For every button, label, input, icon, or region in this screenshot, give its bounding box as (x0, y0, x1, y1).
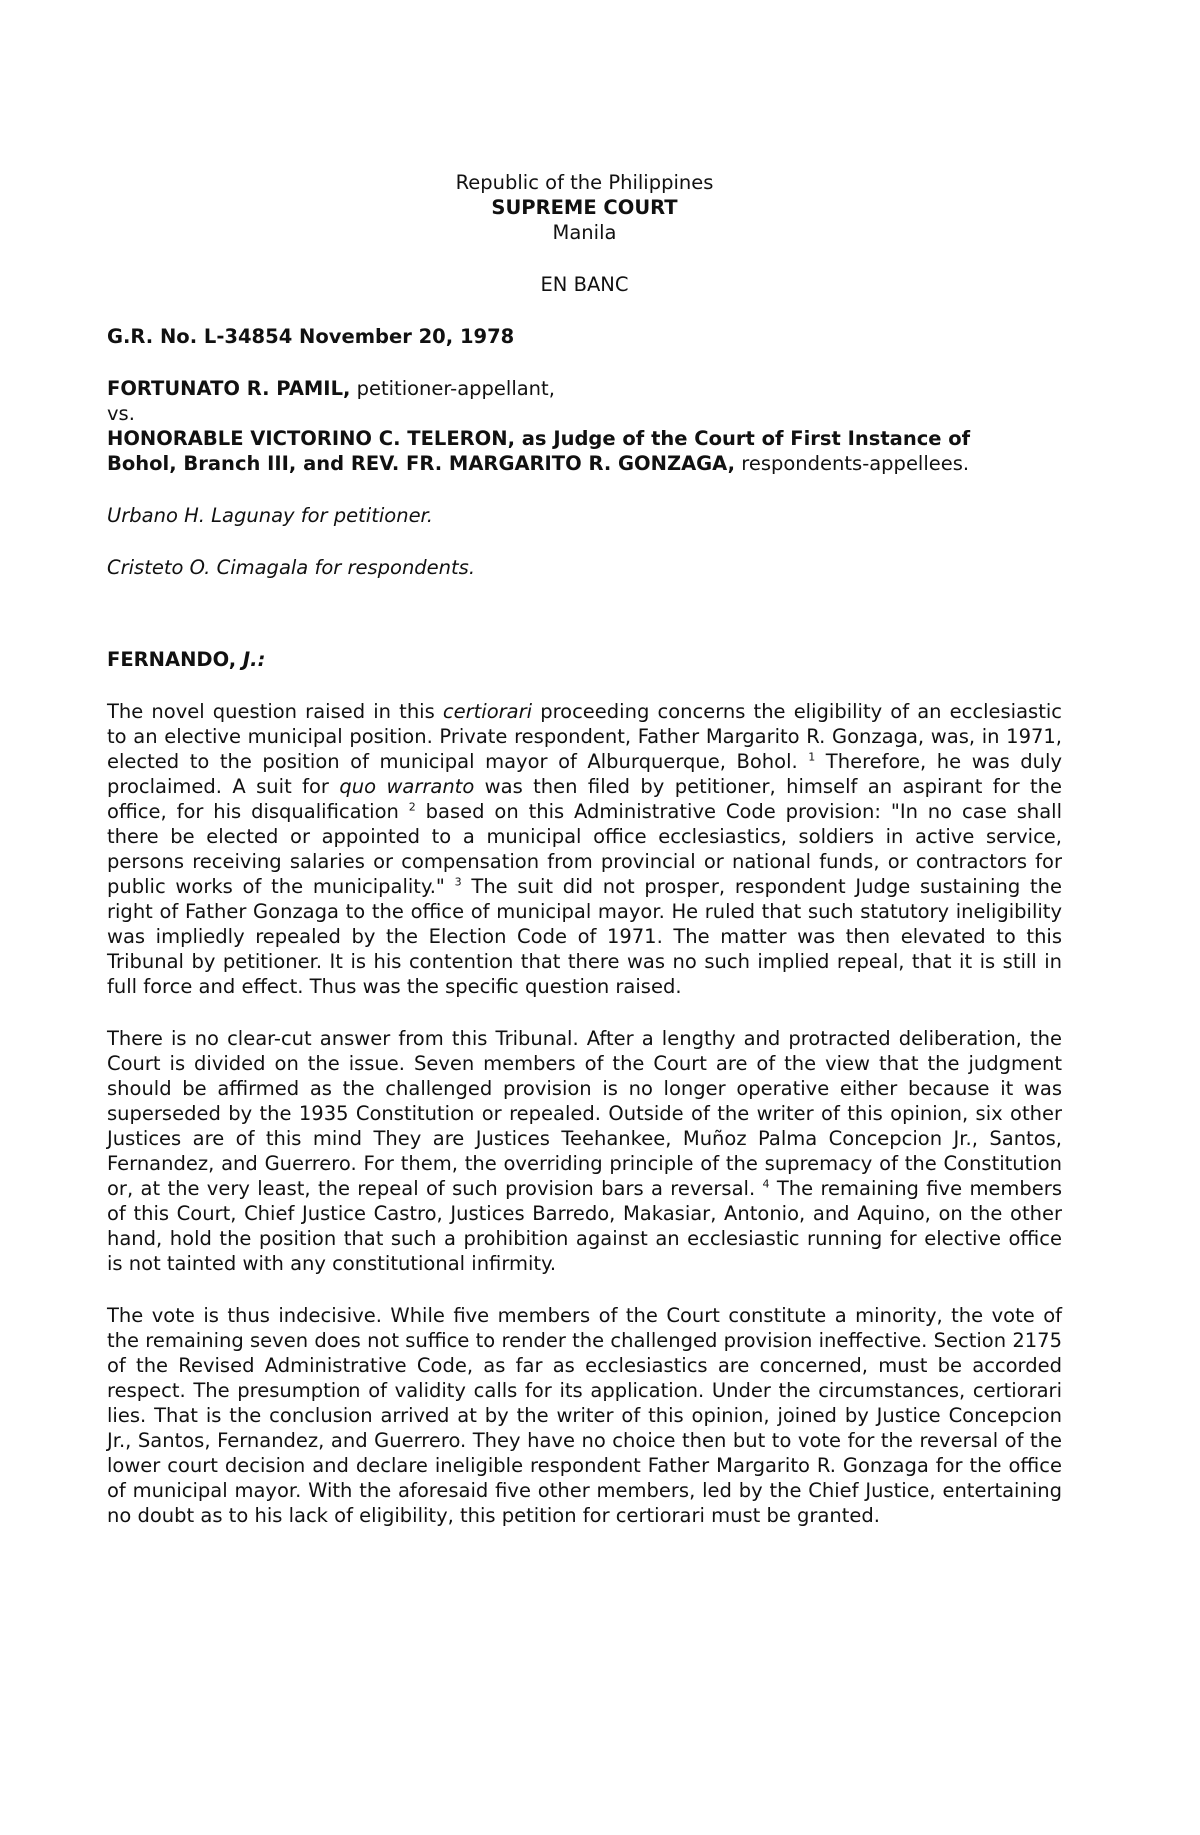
ponente (107, 647, 1062, 672)
p2-text-b: The remaining five members of this Court, Chief Justice Castro, Justices Barredo, Makasiar, Antonio, and Aquino, on the other hand, hold the position that such a prohibition against an ecclesiastic running for elective office is not tainted with any constitutional infirmity. (107, 1177, 1062, 1275)
p1-text-d: was then filed by petitioner, himself an aspirant for the office, for his disqualification (107, 775, 1063, 823)
ponente-title: J.: (236, 648, 266, 671)
versus: vs. (107, 402, 135, 425)
p1-text-e: based on this Administrative Code provision: "In no case shall there be elected or appointed to a municipal office ecclesiastics, soldiers in active service, persons receiving salaries or compensation from provincial or national funds, or contractors for public works of the municipality." (107, 800, 1062, 898)
gr-number: G.R. No. L-34854 November 20, 1978 (107, 325, 515, 348)
footnote-ref-1[interactable]: 1 (808, 750, 816, 764)
division-line: EN BANC (540, 273, 629, 296)
paragraph-2 (107, 1026, 1062, 1276)
footnote-ref-3[interactable]: 3 (454, 875, 462, 889)
p1-text-b: proceeding concerns the eligibility of an ecclesiastic to an elective municipal position. Private respondent, Father Margarito R. Gonzaga, was, in 1971, elected to the position of municipal mayor of Alburquerque, Bohol. (107, 700, 1062, 773)
counsel-respondents: Cristeto O. Cimagala for respondents. (107, 556, 476, 579)
p1-emphasis-quo-warranto: quo warranto (339, 775, 475, 798)
case-title (107, 376, 1062, 476)
p1-text-f: The suit did not prosper, respondent Judge sustaining the right of Father Gonzaga to the office of municipal mayor. He ruled that such statutory ineligibility was impliedly repealed by the Election Code of 1971. The matter was then elevated to this Tribunal by petitioner. It is his contention that there was no such implied repeal, that it is still in full force and effect. Thus was the specific question raised. (107, 875, 1062, 998)
footnote-ref-2[interactable]: 2 (408, 800, 416, 814)
counsel-petitioner: Urbano H. Lagunay for petitioner. (107, 504, 433, 527)
p1-text-a: The novel question raised in this (107, 700, 443, 723)
ponente-name: FERNANDO, (107, 648, 237, 671)
respondents-line-2 (107, 451, 1062, 476)
respondents-role: respondents-appellees. (735, 452, 970, 475)
p2-text-a: There is no clear-cut answer from this Tribunal. After a lengthy and protracted deliberation, the Court is divided on the issue. Seven members of the Court are of the view that the judgment should be affirmed as the challenged provision is no longer operative either because it was superseded by the 1935 Constitution or repealed. Outside of the writer of this opinion, six other Justices are of this mind They are Justices Teehankee, Muñoz Palma Concepcion Jr., Santos, Fernandez, and Guerrero. For them, the overriding principle of the supremacy of the Constitution or, at the very least, the repeal of such provision bars a reversal. (107, 1027, 1062, 1200)
footnote-ref-4[interactable]: 4 (762, 1177, 770, 1191)
petitioner-name: FORTUNATO R. PAMIL, (107, 377, 351, 400)
republic-line: Republic of the Philippines (455, 171, 714, 194)
court-name: SUPREME COURT (491, 196, 678, 219)
document-header (107, 170, 1062, 297)
respondents-names: Bohol, Branch III, and REV. FR. MARGARITO R. GONZAGA, (107, 452, 736, 475)
petitioner-line (107, 376, 1062, 401)
petitioner-role: petitioner-appellant, (350, 377, 555, 400)
court-city: Manila (552, 221, 617, 244)
paragraph-3: The vote is thus indecisive. While five members of the Court constitute a minority, the vote of the remaining seven does not suffice to render the challenged provision ineffective. Section 2175 of the Revised Administrative Code, as far as ecclesiastics are concerned, must be accorded respect. The presumption of validity calls for its application. Under the circumstances, certiorari lies. That is the conclusion arrived at by the writer of this opinion, joined by Justice Concepcion Jr., Santos, Fernandez, and Guerrero. They have no choice then but to vote for the reversal of the lower court decision and declare ineligible respondent Father Margarito R. Gonzaga for the office of municipal mayor. With the aforesaid five other members, led by the Chief Justice, entertaining no doubt as to his lack of eligibility, this petition for certiorari must be granted. (107, 1304, 1062, 1527)
p1-emphasis-certiorari: certiorari (442, 700, 533, 723)
paragraph-1 (107, 699, 1062, 999)
respondents-line-1: HONORABLE VICTORINO C. TELERON, as Judge of the Court of First Instance of (107, 427, 971, 450)
p1-text-c: Therefore, he was duly proclaimed. A suit for (107, 750, 1062, 798)
